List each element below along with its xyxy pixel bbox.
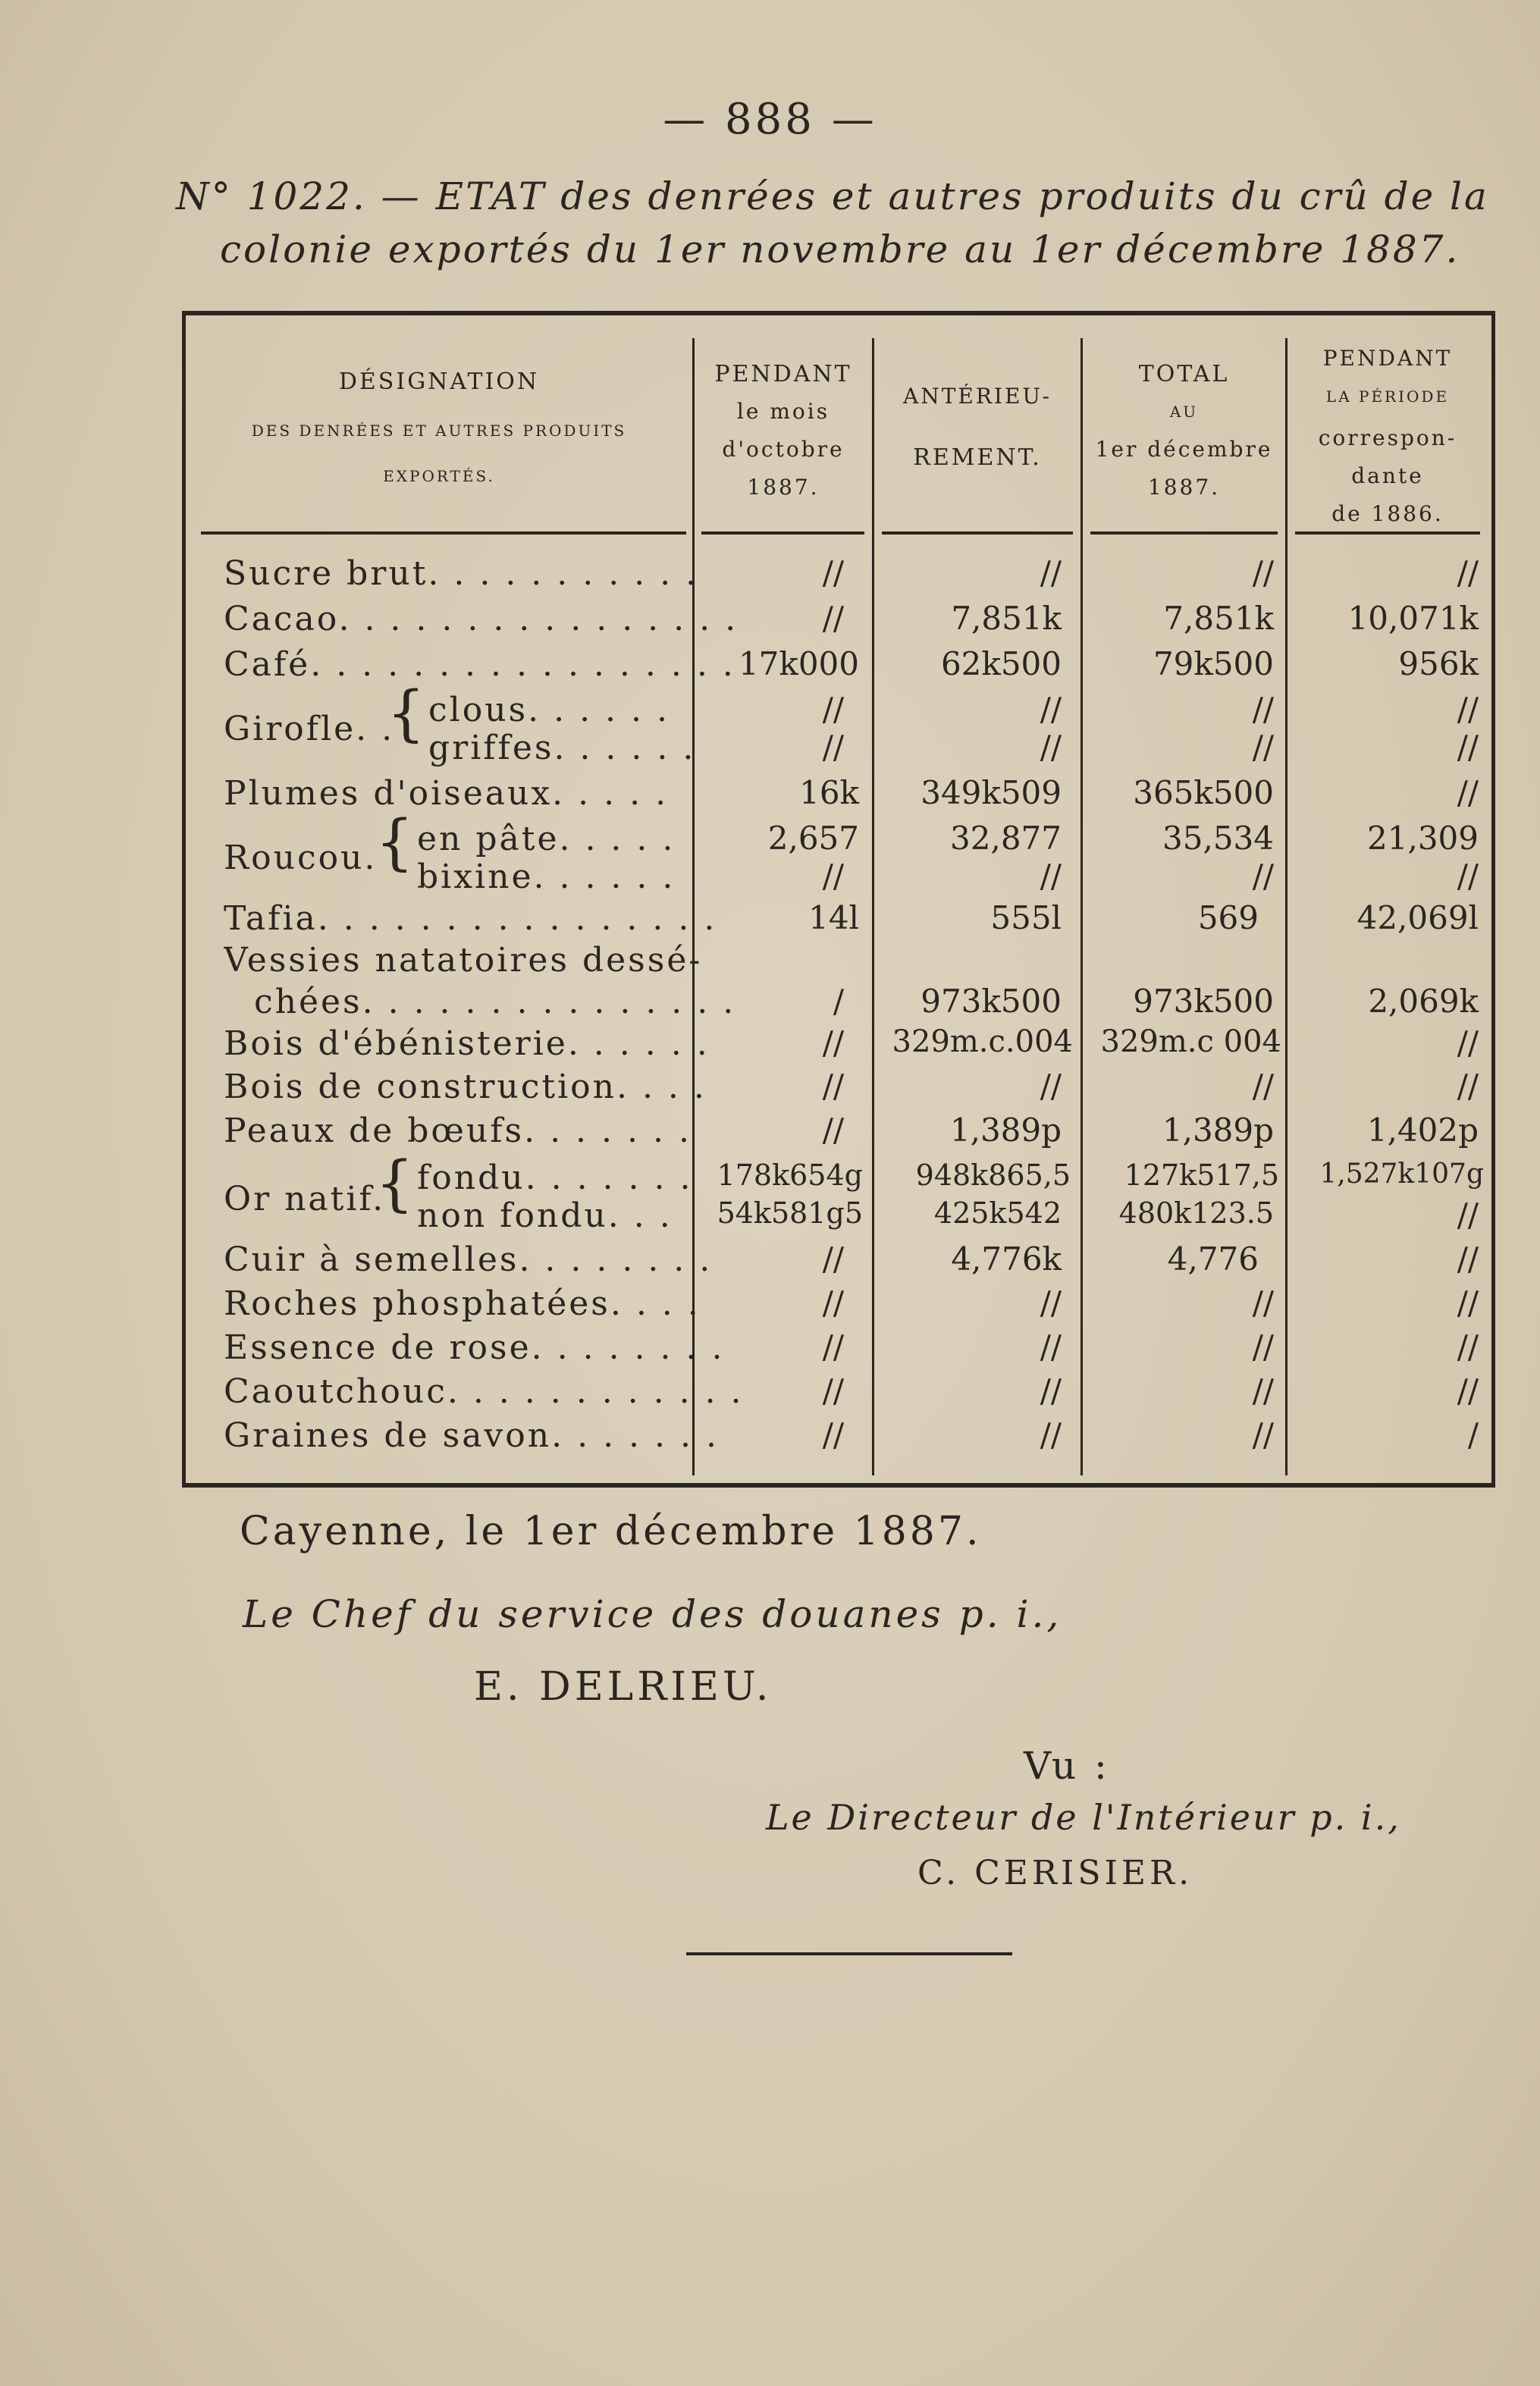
cell-october: // xyxy=(822,1328,844,1365)
row-label: non fondu. . . xyxy=(417,1196,673,1235)
cell-october: // xyxy=(822,554,844,591)
group-label: Girofle. . xyxy=(224,710,395,748)
header-col3: TOTAL xyxy=(1138,361,1230,387)
row-label: Vessies natatoires dessé- xyxy=(224,941,703,980)
cell-1886: 42,069l xyxy=(1357,899,1479,936)
cell-anterieur: // xyxy=(1040,1372,1062,1409)
table-row xyxy=(186,820,1491,862)
table-row xyxy=(186,899,1491,942)
cell-anterieur: 555l xyxy=(990,899,1062,936)
cell-total: 4,776 xyxy=(1167,1240,1259,1278)
cell-anterieur: // xyxy=(1040,691,1062,728)
cell-total: // xyxy=(1252,858,1274,895)
cell-anterieur: 7,851k xyxy=(951,600,1062,637)
group-label: Or natif. xyxy=(224,1180,386,1218)
directeur-title: Le Directeur de l'Intérieur p. i., xyxy=(766,1797,1401,1838)
cell-1886: // xyxy=(1457,1240,1479,1278)
cell-anterieur: // xyxy=(1040,1416,1062,1453)
cell-1886: // xyxy=(1457,1328,1479,1365)
row-label: Bois de construction. . . . xyxy=(224,1068,707,1106)
footer-date: Cayenne, le 1er décembre 1887. xyxy=(240,1509,982,1554)
cell-total: 569 xyxy=(1197,899,1259,936)
brace-icon: { xyxy=(375,1148,414,1218)
table-row xyxy=(186,941,1491,1024)
header-designation-sub: EXPORTÉS. xyxy=(383,467,495,485)
cell-total: 79k500 xyxy=(1153,645,1274,682)
header-col2-sub: REMENT. xyxy=(913,444,1042,471)
cell-1886: // xyxy=(1457,691,1479,728)
cell-anterieur: 425k542 xyxy=(933,1196,1062,1230)
row-label: Tafia. . . . . . . . . . . . . . . . xyxy=(224,899,717,938)
table-row xyxy=(186,1196,1491,1239)
cell-total: // xyxy=(1252,691,1274,728)
table-row xyxy=(186,1328,1491,1371)
cell-total: 973k500 xyxy=(1133,983,1274,1020)
cell-october: 17k000 xyxy=(738,645,859,682)
cell-october: // xyxy=(822,729,844,766)
cell-october: // xyxy=(822,1372,844,1409)
cell-anterieur: // xyxy=(1040,554,1062,591)
table-row xyxy=(186,858,1491,900)
header-col4-sub: LA PÉRIODE xyxy=(1325,387,1450,406)
row-label: Essence de rose. . . . . . . . xyxy=(224,1328,725,1367)
cell-anterieur: // xyxy=(1040,1284,1062,1322)
vu-label: Vu : xyxy=(1024,1744,1110,1788)
row-label: Peaux de bœufs. . . . . . . xyxy=(224,1111,692,1150)
cell-1886: // xyxy=(1457,1024,1479,1061)
cell-1886: // xyxy=(1457,729,1479,766)
row-label: fondu. . . . . . . xyxy=(417,1159,693,1197)
header-col1-sub: d'octobre xyxy=(722,437,845,462)
header-col1: PENDANT xyxy=(714,361,852,387)
cell-october: // xyxy=(822,1284,844,1322)
cell-anterieur: 1,389p xyxy=(949,1111,1062,1149)
directeur-name: C. CERISIER. xyxy=(917,1854,1193,1892)
table-row xyxy=(186,645,1491,688)
cell-1886: 10,071k xyxy=(1347,600,1479,637)
cell-1886: // xyxy=(1457,1372,1479,1409)
cell-october: // xyxy=(822,1240,844,1278)
cell-total: // xyxy=(1252,1416,1274,1453)
header-rule xyxy=(882,531,1073,535)
cell-1886: / xyxy=(1467,1416,1479,1453)
row-label: Graines de savon. . . . . . . xyxy=(224,1416,719,1455)
cell-anterieur: 349k509 xyxy=(921,774,1062,811)
cell-anterieur: // xyxy=(1040,729,1062,766)
header-col4-sub: dante xyxy=(1351,463,1424,488)
header-col4: PENDANT xyxy=(1322,346,1453,371)
cell-anterieur: 4,776k xyxy=(951,1240,1062,1278)
cell-anterieur: 62k500 xyxy=(940,645,1062,682)
cell-october: // xyxy=(822,1024,844,1061)
row-label: Cuir à semelles. . . . . . . . xyxy=(224,1240,713,1279)
cell-total: 329m.c 004 xyxy=(1100,1024,1281,1059)
cell-1886: // xyxy=(1457,554,1479,591)
cell-total: 127k517,5 xyxy=(1124,1159,1279,1192)
group-label: Roucou. xyxy=(224,839,378,877)
cell-october: // xyxy=(822,1111,844,1149)
row-label: Café. . . . . . . . . . . . . . . . . xyxy=(224,645,735,684)
table-row xyxy=(186,1068,1491,1110)
table-row xyxy=(186,1024,1491,1067)
cell-anterieur: // xyxy=(1040,1328,1062,1365)
table-row xyxy=(186,600,1491,642)
row-label: Bois d'ébénisterie. . . . . . xyxy=(224,1024,710,1063)
cell-total: // xyxy=(1252,554,1274,591)
table-row xyxy=(186,691,1491,733)
cell-1886: // xyxy=(1457,1284,1479,1322)
header-col4-sub: correspon- xyxy=(1318,425,1457,450)
end-rule xyxy=(686,1952,1012,1955)
cell-1886: 1,402p xyxy=(1366,1111,1479,1149)
table-row xyxy=(186,1416,1491,1459)
row-label: en pâte. . . . . xyxy=(417,820,676,858)
cell-total: 1,389p xyxy=(1162,1111,1274,1149)
table-row xyxy=(186,1284,1491,1327)
cell-anterieur: 973k500 xyxy=(921,983,1062,1020)
cell-total: // xyxy=(1252,1372,1274,1409)
cell-1886: 2,069k xyxy=(1368,983,1479,1020)
table-row xyxy=(186,729,1491,771)
header-col3-sub: 1887. xyxy=(1147,475,1221,500)
cell-anterieur: 32,877 xyxy=(950,820,1062,857)
brace-icon: { xyxy=(375,807,414,877)
header-col3-sub: AU xyxy=(1169,403,1199,421)
cell-october: // xyxy=(822,1416,844,1453)
row-label: Cacao. . . . . . . . . . . . . . . . xyxy=(224,600,739,638)
cell-anterieur: // xyxy=(1040,858,1062,895)
header-col3-sub: 1er décembre xyxy=(1095,437,1273,462)
cell-anterieur: // xyxy=(1040,1068,1062,1105)
cell-1886: // xyxy=(1457,858,1479,895)
cell-october: 54k581g5 xyxy=(717,1196,863,1230)
cell-total: // xyxy=(1252,729,1274,766)
header-rule xyxy=(201,531,686,535)
cell-total: 35,534 xyxy=(1162,820,1274,857)
cell-1886: 1,527k107g xyxy=(1319,1159,1484,1190)
cell-total: // xyxy=(1252,1068,1274,1105)
cell-1886: // xyxy=(1457,774,1479,811)
cell-anterieur: 329m.c.004 xyxy=(892,1024,1073,1059)
row-label: Roches phosphatées. . . . xyxy=(224,1284,701,1323)
cell-october: 14l xyxy=(808,899,859,936)
cell-october: // xyxy=(822,600,844,637)
cell-1886: // xyxy=(1457,1196,1479,1234)
row-label: griffes. . . . . . xyxy=(428,729,696,767)
header-rule xyxy=(1295,531,1480,535)
cell-october: 16k xyxy=(799,774,859,811)
header-col4-sub: de 1886. xyxy=(1331,501,1444,526)
cell-total: 7,851k xyxy=(1163,600,1274,637)
row-label: Plumes d'oiseaux. . . . . xyxy=(224,774,669,813)
table-row xyxy=(186,554,1491,597)
row-label: chées. . . . . . . . . . . . . . . xyxy=(254,983,736,1021)
footer-signatory: E. DELRIEU. xyxy=(474,1664,773,1710)
title-line-2: colonie exportés du 1er novembre au 1er décembre 1887. xyxy=(220,227,1460,271)
exports-table xyxy=(182,311,1495,1488)
cell-anterieur: 948k865,5 xyxy=(915,1159,1071,1192)
header-rule xyxy=(701,531,864,535)
cell-october: // xyxy=(822,691,844,728)
cell-1886: 21,309 xyxy=(1367,820,1479,857)
row-label: Caoutchouc. . . . . . . . . . . . xyxy=(224,1372,744,1411)
row-label: Sucre brut. . . . . . . . . . . xyxy=(224,554,699,593)
footer-chef-title: Le Chef du service des douanes p. i., xyxy=(243,1592,1062,1636)
cell-total: // xyxy=(1252,1328,1274,1365)
cell-october: / xyxy=(833,983,844,1020)
cell-1886: // xyxy=(1457,1068,1479,1105)
header-col2: ANTÉRIEU- xyxy=(903,384,1052,409)
header-col1-sub: 1887. xyxy=(747,475,820,500)
table-row xyxy=(186,1159,1491,1201)
cell-total: // xyxy=(1252,1284,1274,1322)
table-row xyxy=(186,1372,1491,1415)
cell-total: 480k123.5 xyxy=(1118,1196,1274,1230)
cell-october: // xyxy=(822,1068,844,1105)
row-label: clous. . . . . . xyxy=(428,691,670,729)
header-designation: DÉSIGNATION xyxy=(338,368,540,395)
header-rule xyxy=(1090,531,1278,535)
header-designation-sub: DES DENRÉES ET AUTRES PRODUITS xyxy=(251,422,627,440)
cell-october: 178k654g xyxy=(717,1159,863,1192)
table-row xyxy=(186,1240,1491,1283)
header-col1-sub: le mois xyxy=(736,399,830,424)
row-label: bixine. . . . . . xyxy=(417,858,676,896)
cell-october: // xyxy=(822,858,844,895)
brace-icon: { xyxy=(387,678,425,748)
page-number: — 888 — xyxy=(663,95,877,144)
cell-total: 365k500 xyxy=(1133,774,1274,811)
title-line-1: N° 1022. — ETAT des denrées et autres produits du crû de la xyxy=(176,174,1489,218)
cell-1886: 956k xyxy=(1398,645,1479,682)
cell-october: 2,657 xyxy=(767,820,859,857)
